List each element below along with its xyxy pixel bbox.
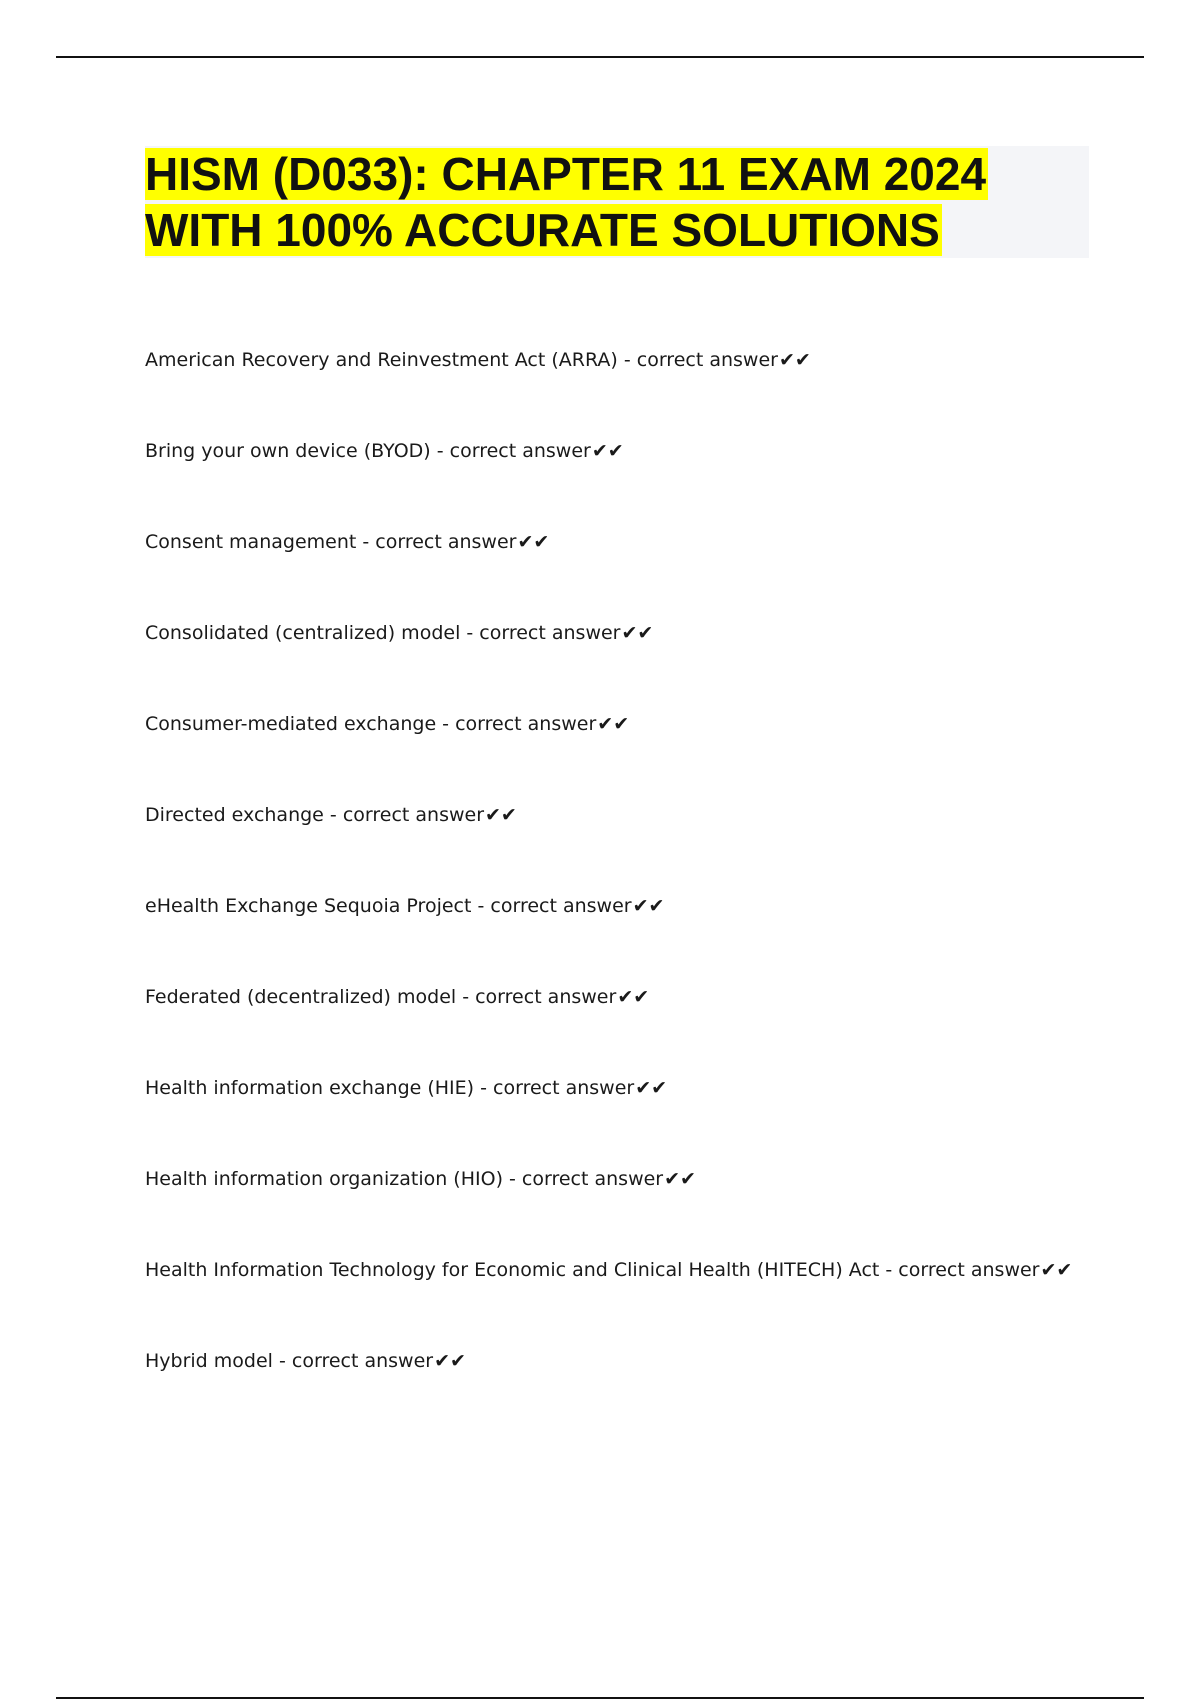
answer-label: correct answer: [898, 1259, 1040, 1281]
term-name: Health information organization (HIO): [145, 1168, 503, 1190]
list-item: [145, 795, 1105, 886]
check-icon: ✔✔: [632, 895, 665, 917]
list-item: [145, 886, 1105, 977]
title-highlight: HISM (D033): CHAPTER 11 EXAM 2024 WITH 100% ACCURATE SOLUTIONS: [145, 148, 987, 256]
check-icon: ✔✔: [778, 349, 811, 371]
header-rule: [56, 56, 1144, 58]
term-separator: -: [617, 349, 637, 371]
term-separator: -: [471, 895, 491, 917]
footer-rule: [56, 1697, 1144, 1699]
check-icon: ✔✔: [617, 986, 650, 1008]
term-name: Hybrid model: [145, 1350, 273, 1372]
term-name: Consent management: [145, 531, 357, 553]
term-name: Consumer-mediated exchange: [145, 713, 437, 735]
check-icon: ✔✔: [621, 622, 654, 644]
answer-label: correct answer: [475, 986, 617, 1008]
answer-label: correct answer: [636, 349, 778, 371]
answer-label: correct answer: [521, 1168, 664, 1190]
list-item: [145, 613, 1105, 704]
term-name: American Recovery and Reinvestment Act (ARRA): [145, 349, 618, 371]
check-icon: ✔✔: [485, 804, 517, 826]
term-separator: -: [879, 1259, 899, 1281]
check-icon: ✔✔: [635, 1077, 668, 1099]
answer-label: correct answer: [375, 531, 517, 553]
title-block: [145, 146, 1089, 258]
check-icon: ✔✔: [591, 440, 624, 462]
check-icon: ✔✔: [434, 1350, 466, 1372]
list-item: [145, 1068, 1105, 1159]
term-separator: -: [456, 986, 476, 1008]
answer-label: correct answer: [490, 895, 632, 917]
term-name: Directed exchange: [145, 804, 324, 826]
term-separator: -: [356, 531, 376, 553]
term-separator: -: [460, 622, 480, 644]
term-separator: -: [430, 440, 450, 462]
answer-label: correct answer: [479, 622, 621, 644]
term-name: Health information exchange (HIE): [145, 1077, 475, 1099]
answer-label: correct answer: [493, 1077, 635, 1099]
term-name: Federated (decentralized) model: [145, 986, 457, 1008]
check-icon: ✔✔: [664, 1168, 696, 1190]
term-separator: -: [474, 1077, 494, 1099]
answer-label: correct answer: [455, 713, 597, 735]
term-list: [145, 340, 1105, 1432]
list-item: [145, 340, 1105, 431]
list-item: [145, 977, 1105, 1068]
list-item: [145, 1159, 1105, 1250]
answer-label: correct answer: [342, 804, 485, 826]
list-item: [145, 431, 1105, 522]
check-icon: ✔✔: [1040, 1259, 1073, 1281]
list-item: [145, 522, 1105, 613]
term-separator: -: [272, 1350, 292, 1372]
answer-label: correct answer: [291, 1350, 434, 1372]
list-item: [145, 1341, 1105, 1432]
term-separator: -: [436, 713, 456, 735]
check-icon: ✔✔: [517, 531, 550, 553]
check-icon: ✔✔: [597, 713, 630, 735]
answer-label: correct answer: [449, 440, 591, 462]
list-item: [145, 1250, 1105, 1341]
document-title: [145, 146, 1089, 258]
term-separator: -: [502, 1168, 522, 1190]
list-item: [145, 704, 1105, 795]
term-name: Bring your own device (BYOD): [145, 440, 431, 462]
term-name: Health Information Technology for Economic and Clinical Health (HITECH) Act: [145, 1259, 880, 1281]
term-name: Consolidated (centralized) model: [145, 622, 461, 644]
term-separator: -: [323, 804, 343, 826]
term-name: eHealth Exchange Sequoia Project: [145, 895, 472, 917]
